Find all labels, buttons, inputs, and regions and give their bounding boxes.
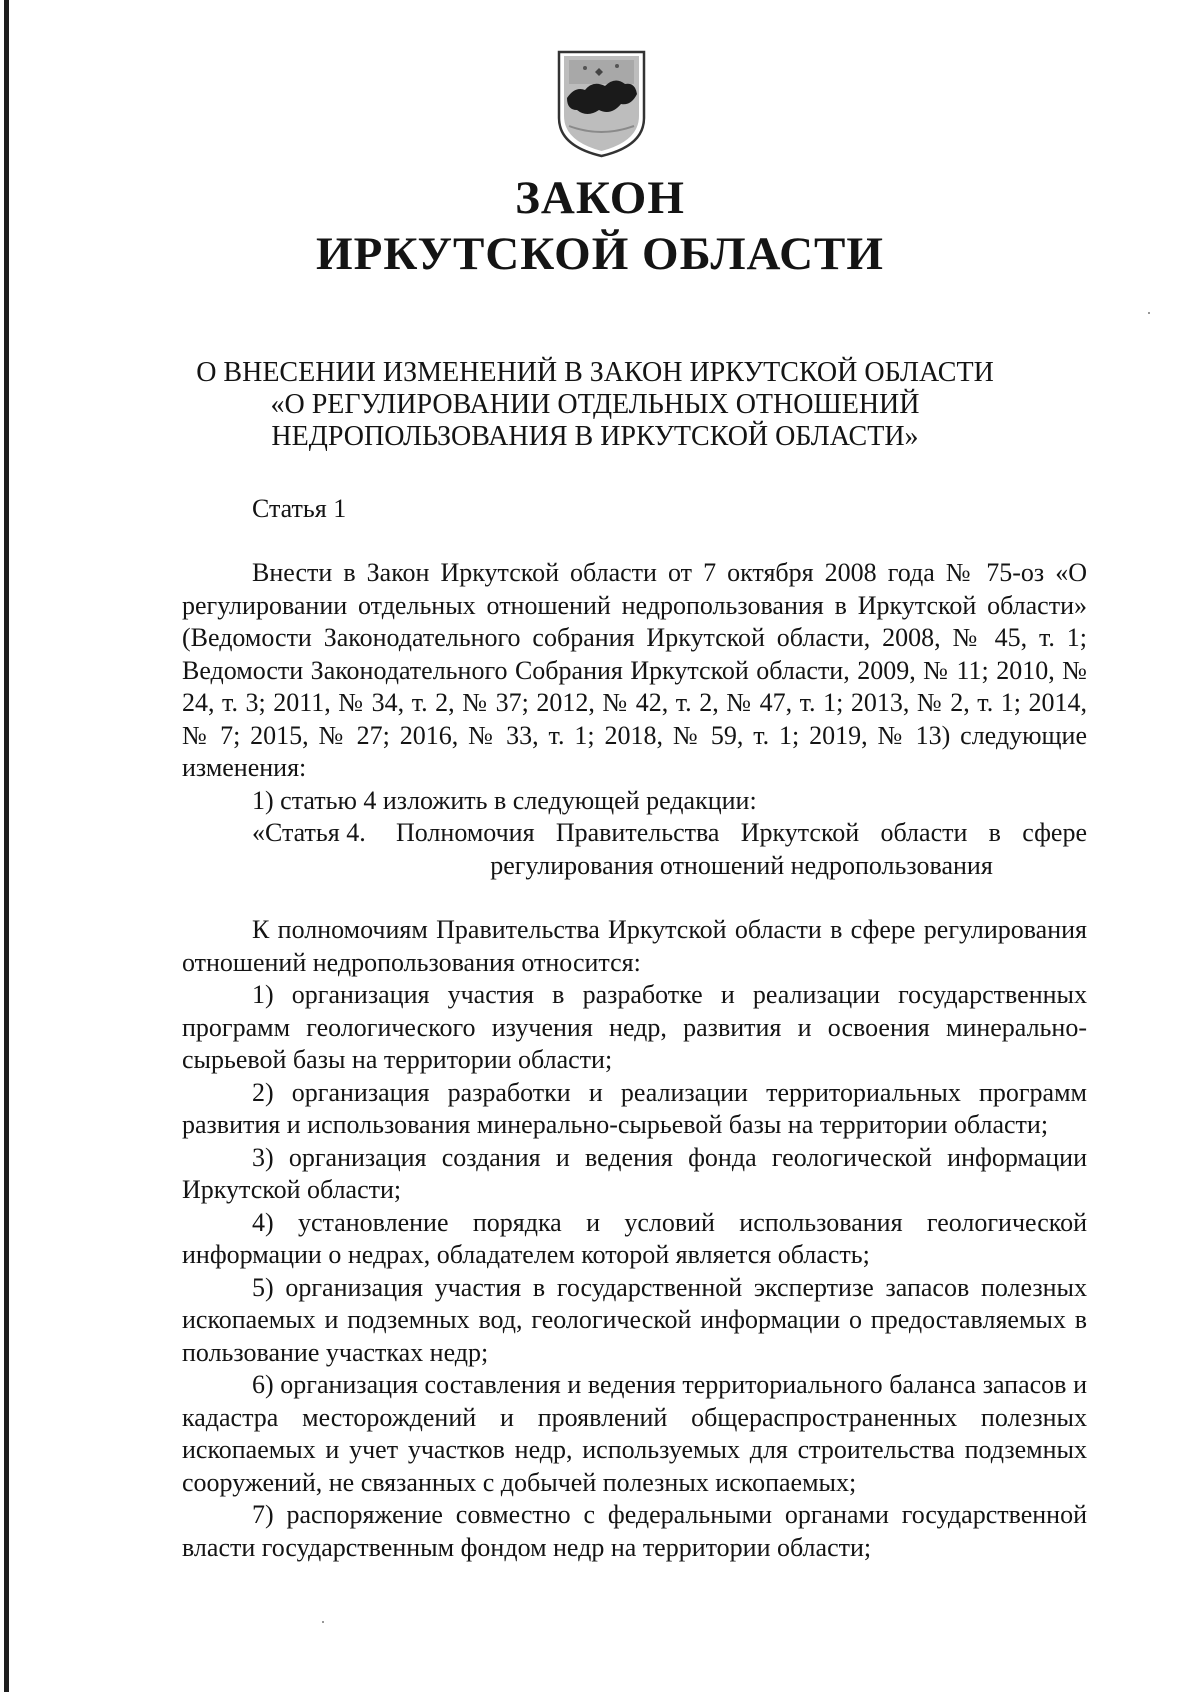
intro-paragraph: Внести в Закон Иркутской области от 7 октября 2008 года № 75-оз «О регулировании отдельных отношений недропользования в Иркутской области» (Ведомости Законодательного собрания Иркутской области, 2008, № 45, т. 1; Ведомости Законодательного Собрания Иркутской области, 2009, № 11; 2010, № 24, т. 3; 2011, № 34, т. 2, № 37; 2012, № 42, т. 2, № 47, т. 1; 2013, № 2, т. 1; 2014, № 7; 2015, № 27; 2016, № 33, т. 1; 2018, № 59, т. 1; 2019, № 13) следующие изменения: bbox=[182, 558, 1087, 782]
quoted-article-title: Полномочия Правительства Иркутской области в сфере регулирования отношений недропользования bbox=[396, 818, 1087, 880]
scan-speck bbox=[322, 1621, 324, 1623]
change-item-1: 1) статью 4 изложить в следующей редакции: bbox=[252, 785, 757, 815]
law-heading bbox=[150, 357, 1040, 453]
heading-line-3: НЕДРОПОЛЬЗОВАНИЯ В ИРКУТСКОЙ ОБЛАСТИ» bbox=[271, 421, 919, 452]
heading-line-2: «О РЕГУЛИРОВАНИИ ОТДЕЛЬНЫХ ОТНОШЕНИЙ bbox=[270, 389, 920, 420]
list-item: 6) организация составления и ведения территориального баланса запасов и кадастра месторождений и проявлений общераспространенных полезных ископаемых и учет участков недр, используемых для строительства подземных сооружений, не связанных с добычей полезных ископаемых; bbox=[182, 1370, 1087, 1497]
quoted-article-heading bbox=[182, 817, 1087, 882]
list-item: 1) организация участия в разработке и реализации государственных программ геологического изучения недр, развития и освоения минеральносырьевой базы на территории области; bbox=[182, 980, 1087, 1074]
list-item: 4) установление порядка и условий использования геологической информации о недрах, обладателем которой является область; bbox=[182, 1207, 1087, 1269]
law-title: ЗАКОН bbox=[515, 172, 685, 224]
powers-intro: К полномочиям Правительства Иркутской области в сфере регулирования отношений недропользования относится: bbox=[182, 915, 1087, 977]
article-label: Статья 1 bbox=[252, 494, 347, 523]
scan-speck bbox=[1148, 312, 1150, 314]
law-region: ИРКУТСКОЙ ОБЛАСТИ bbox=[316, 228, 884, 280]
spacer bbox=[182, 882, 1087, 914]
list-item: 3) организация создания и ведения фонда геологической информации Иркутской области; bbox=[182, 1142, 1087, 1204]
quoted-article-label: «Статья 4. bbox=[252, 818, 366, 847]
list-item: 2) организация разработки и реализации территориальных программ развития и использования минерально-сырьевой базы на территории области; bbox=[182, 1077, 1087, 1139]
document-body bbox=[182, 557, 1087, 1564]
heading-line-1: О ВНЕСЕНИИ ИЗМЕНЕНИЙ В ЗАКОН ИРКУТСКОЙ ОБЛАСТИ bbox=[196, 357, 994, 388]
coat-of-arms-icon bbox=[555, 46, 648, 159]
list-item: 7) распоряжение совместно с федеральными органами государственной власти государственным фондом недр на территории области; bbox=[182, 1500, 1087, 1562]
list-item: 5) организация участия в государственной экспертизе запасов полезных ископаемых и подземных вод, геологической информации о предоставляемых в пользование участках недр; bbox=[182, 1272, 1087, 1367]
